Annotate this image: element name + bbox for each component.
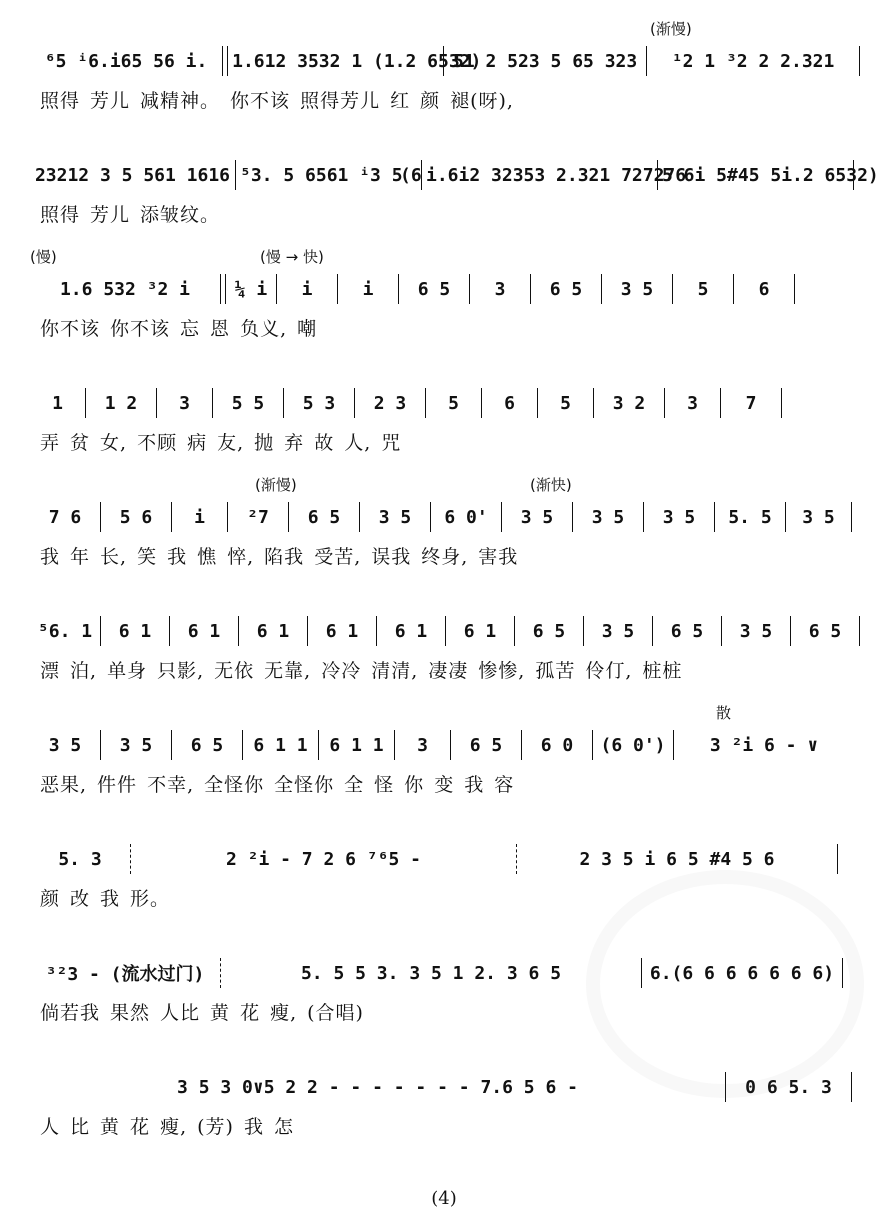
measure: i	[301, 278, 313, 300]
notation-row	[30, 388, 860, 418]
lyric-word: 弄	[40, 432, 61, 454]
measure: 6 1	[394, 620, 428, 642]
tempo-mark: (渐慢)	[650, 20, 692, 38]
tempo-mark: (渐慢)	[255, 476, 297, 494]
lyric-word: 陷我	[264, 546, 305, 568]
lyric-word: 嘲	[297, 318, 318, 340]
lyric-word: 悴,	[227, 546, 255, 568]
tempo-marks	[30, 18, 860, 46]
lyric-word: 你	[404, 774, 425, 796]
score-system	[30, 18, 860, 118]
lyric-word: 改	[70, 888, 91, 910]
tempo-mark: (慢)	[30, 248, 57, 266]
faint-stamp-mark	[586, 870, 864, 1098]
lyric-word: 照得	[40, 204, 81, 226]
lyrics-line	[40, 428, 860, 455]
lyric-word: 女,	[100, 432, 128, 454]
lyric-word: 人比	[160, 1002, 201, 1024]
lyric-word: 你不该	[110, 318, 171, 340]
measure: 6 1	[463, 620, 497, 642]
measure: 3 5	[601, 620, 635, 642]
lyrics-line	[40, 200, 860, 227]
measure: 6 5	[307, 506, 341, 528]
tempo-mark: 散	[716, 704, 732, 722]
lyrics-line	[40, 1112, 860, 1139]
lyric-word: 芳儿	[90, 204, 131, 226]
lyric-word: 黄	[100, 1116, 121, 1138]
measure: 6 1 1	[253, 734, 308, 756]
measure: 3	[179, 392, 190, 414]
lyric-word: 孤苦	[535, 660, 576, 682]
measure: 3 5	[802, 506, 835, 528]
tempo-marks	[30, 816, 860, 844]
measure: 5 5	[231, 392, 265, 414]
notation-row	[30, 46, 860, 76]
measure: 6 0	[540, 734, 574, 756]
notation-row	[30, 160, 879, 190]
lyric-word: (合唱)	[307, 1002, 364, 1024]
measure: 3 5	[119, 734, 153, 756]
measure: 3 5	[520, 506, 554, 528]
barline	[851, 502, 852, 532]
barline	[859, 616, 860, 646]
lyric-word: 容	[494, 774, 515, 796]
measure: 1.6 532 ³2 i	[59, 278, 191, 300]
measure: ⁶5 ⁱ6.i65 56 i.	[44, 50, 208, 72]
measure: 6 5	[808, 620, 842, 642]
measure: ¹2 1 ³2 2 2.321	[671, 50, 835, 72]
lyric-word: 红	[390, 90, 411, 112]
lyric-word: 全怪你	[204, 774, 265, 796]
measure: 5	[697, 278, 709, 300]
measure: 6 1	[118, 620, 152, 642]
lyric-word: 芳儿	[90, 90, 131, 112]
lyric-word: 误我	[371, 546, 412, 568]
measure: 3	[417, 734, 428, 756]
measure: i	[362, 278, 374, 300]
measure: 23212 3 5 561 1616	[34, 164, 231, 186]
measure: 3	[494, 278, 506, 300]
barline	[794, 274, 795, 304]
measure: 5	[560, 392, 571, 414]
measure: ³²3 - (流水过门)	[45, 964, 205, 985]
lyric-word: 变	[434, 774, 455, 796]
barline	[851, 1072, 852, 1102]
lyrics-line	[40, 656, 860, 683]
page-number: (4)	[431, 1188, 457, 1209]
measure: 3 5 3 0∨5 2 2 - - - - - - - 7.6 5 6 -	[177, 1076, 578, 1098]
lyric-word: 清清,	[371, 660, 419, 682]
lyric-word: 忘	[180, 318, 201, 340]
lyric-word: 比	[70, 1116, 91, 1138]
tempo-marks	[30, 246, 860, 274]
lyric-word: 果然	[110, 1002, 151, 1024]
lyric-word: 恶果,	[40, 774, 88, 796]
measure: ¼ i	[234, 278, 268, 300]
lyric-word: 照得	[40, 90, 81, 112]
notation-row	[30, 616, 860, 646]
lyric-word: 减精神。	[140, 90, 221, 112]
measure: 1.612 3532 1 (1.2 6532)	[232, 50, 482, 72]
lyric-word: 恩	[210, 318, 231, 340]
lyric-word: 瘦,	[160, 1116, 188, 1138]
score-system	[30, 702, 860, 802]
measure: 6 5	[190, 734, 224, 756]
barline	[837, 844, 838, 874]
lyric-word: 伶仃,	[585, 660, 633, 682]
measure: 5 6	[119, 506, 153, 528]
measure: i.6i2 32353 2.321 727276	[426, 164, 687, 186]
lyric-word: 我	[40, 546, 61, 568]
lyric-word: 受苦,	[314, 546, 362, 568]
measure: 51 2 523 5 65 323	[453, 50, 638, 72]
measure: 2 3 5 i 6 5 #4 5 6	[579, 848, 775, 870]
lyrics-line	[40, 770, 860, 797]
score-system	[30, 588, 860, 688]
lyric-word: 冷冷	[321, 660, 362, 682]
measure: ⁵6. 1	[37, 620, 93, 642]
measure: 6.(6 6 6 6 6 6 6)	[649, 962, 835, 984]
lyric-word: 笑	[137, 546, 158, 568]
lyric-word: 友,	[217, 432, 245, 454]
lyric-word: 件件	[97, 774, 138, 796]
measure: 6 1	[256, 620, 290, 642]
tempo-marks	[30, 132, 860, 160]
lyric-word: 颜	[40, 888, 61, 910]
measure: 3 5	[662, 506, 696, 528]
measure: 6 5	[549, 278, 583, 300]
barline	[781, 388, 782, 418]
measure: 3	[687, 392, 698, 414]
lyric-word: 全	[344, 774, 365, 796]
lyric-word: 单身	[107, 660, 148, 682]
lyric-word: 人	[40, 1116, 61, 1138]
tempo-mark: (渐快)	[530, 476, 572, 494]
lyric-word: 憔	[197, 546, 218, 568]
notation-row	[30, 274, 860, 304]
tempo-marks	[30, 702, 860, 730]
score-system	[30, 246, 860, 346]
notation-row	[30, 502, 860, 532]
measure: 5. 5 5 3. 3 5 1 2. 3 6 5	[300, 962, 562, 984]
measure: 6	[504, 392, 515, 414]
lyric-word: 无靠,	[264, 660, 312, 682]
lyric-word: 照得芳儿	[300, 90, 381, 112]
lyric-word: 桩桩	[642, 660, 683, 682]
measure: 6 5	[417, 278, 451, 300]
measure: 7	[745, 392, 757, 414]
score-system	[30, 474, 860, 574]
measure: 6 1	[325, 620, 359, 642]
measure: i	[194, 506, 205, 528]
measure: 6 5	[532, 620, 566, 642]
measure: 0 6 5. 3	[745, 1076, 832, 1098]
measure: 3 2	[612, 392, 646, 414]
barline	[859, 46, 860, 76]
lyric-word: 我	[243, 1116, 264, 1138]
lyric-word: 我	[167, 546, 188, 568]
score-system	[30, 360, 860, 460]
lyric-word: 倘若我	[40, 1002, 101, 1024]
barline	[853, 160, 854, 190]
measure: 5	[448, 392, 459, 414]
lyric-word: 我	[100, 888, 121, 910]
measure: 5 3	[302, 392, 336, 414]
lyric-word: (芳)	[197, 1116, 234, 1138]
measure: 6 5	[670, 620, 704, 642]
lyric-word: 凄凄	[428, 660, 469, 682]
lyric-word: 病	[187, 432, 208, 454]
measure: 2 3	[373, 392, 407, 414]
lyric-word: 添皱纹。	[140, 204, 221, 226]
lyric-word: 弃	[284, 432, 305, 454]
lyric-word: 你不该	[230, 90, 291, 112]
lyric-word: 咒	[381, 432, 402, 454]
measure: 5. 3	[58, 848, 102, 870]
lyric-word: 花	[240, 1002, 261, 1024]
lyric-word: 怪	[374, 774, 395, 796]
tempo-marks	[30, 588, 860, 616]
lyric-word: 泊,	[70, 660, 98, 682]
measure: 6 1 1	[329, 734, 384, 756]
lyrics-line	[40, 314, 860, 341]
tempo-marks	[30, 474, 860, 502]
lyric-word: 抛	[254, 432, 275, 454]
measure: 3 5	[620, 278, 654, 300]
measure: 6	[758, 278, 770, 300]
lyric-word: 惨惨,	[478, 660, 526, 682]
measure: 5. 5	[728, 506, 772, 528]
measure: 3 5	[48, 734, 82, 756]
measure: 7 6	[48, 506, 82, 528]
lyric-word: 负义,	[240, 318, 288, 340]
lyric-word: 不顾	[137, 432, 178, 454]
lyric-word: 花	[130, 1116, 151, 1138]
measure: 3 5	[378, 506, 412, 528]
lyric-word: 我	[464, 774, 485, 796]
lyric-word: 黄	[210, 1002, 231, 1024]
tempo-mark: (慢 → 快)	[260, 248, 324, 266]
measure: 1	[52, 392, 63, 414]
lyric-word: 无依	[214, 660, 255, 682]
score-system	[30, 132, 879, 232]
lyric-word: 只影,	[157, 660, 205, 682]
lyric-word: 长,	[100, 546, 128, 568]
lyric-word: 颜	[420, 90, 441, 112]
lyric-word: 褪(呀),	[450, 90, 514, 112]
lyric-word: 年	[70, 546, 91, 568]
lyric-word: 瘦,	[270, 1002, 298, 1024]
measure: 3 ²i 6 - ∨	[709, 734, 819, 756]
lyric-word: 贫	[70, 432, 91, 454]
notation-row	[30, 730, 860, 760]
measure: 3 5	[591, 506, 625, 528]
lyric-word: 不幸,	[147, 774, 195, 796]
measure: 6 5	[469, 734, 503, 756]
lyrics-line	[40, 86, 860, 113]
lyric-word: 人,	[344, 432, 372, 454]
measure: 5 6i 5#45 5i.2 6532)	[662, 164, 879, 186]
measure: ⁵3. 5 6561 ⁱ3 5	[240, 164, 403, 186]
lyric-word: 漂	[40, 660, 61, 682]
measure: (6	[400, 164, 422, 186]
measure: 1 2	[104, 392, 138, 414]
lyrics-line	[40, 542, 860, 569]
lyric-word: 形。	[130, 888, 171, 910]
measure: 6 0'	[444, 506, 488, 528]
tempo-marks	[30, 360, 860, 388]
measure: ²7	[247, 506, 269, 528]
lyric-word: 全怪你	[274, 774, 335, 796]
measure: 2 ²i - 7 2 6 ⁷⁶5 -	[225, 848, 422, 870]
measure: 3 5	[739, 620, 773, 642]
lyric-word: 你不该	[40, 318, 101, 340]
lyric-word: 害我	[478, 546, 519, 568]
lyric-word: 故	[314, 432, 335, 454]
measure: 6 1	[187, 620, 221, 642]
lyric-word: 怎	[273, 1116, 294, 1138]
lyric-word: 终身,	[421, 546, 469, 568]
measure: (6 0')	[600, 734, 666, 756]
